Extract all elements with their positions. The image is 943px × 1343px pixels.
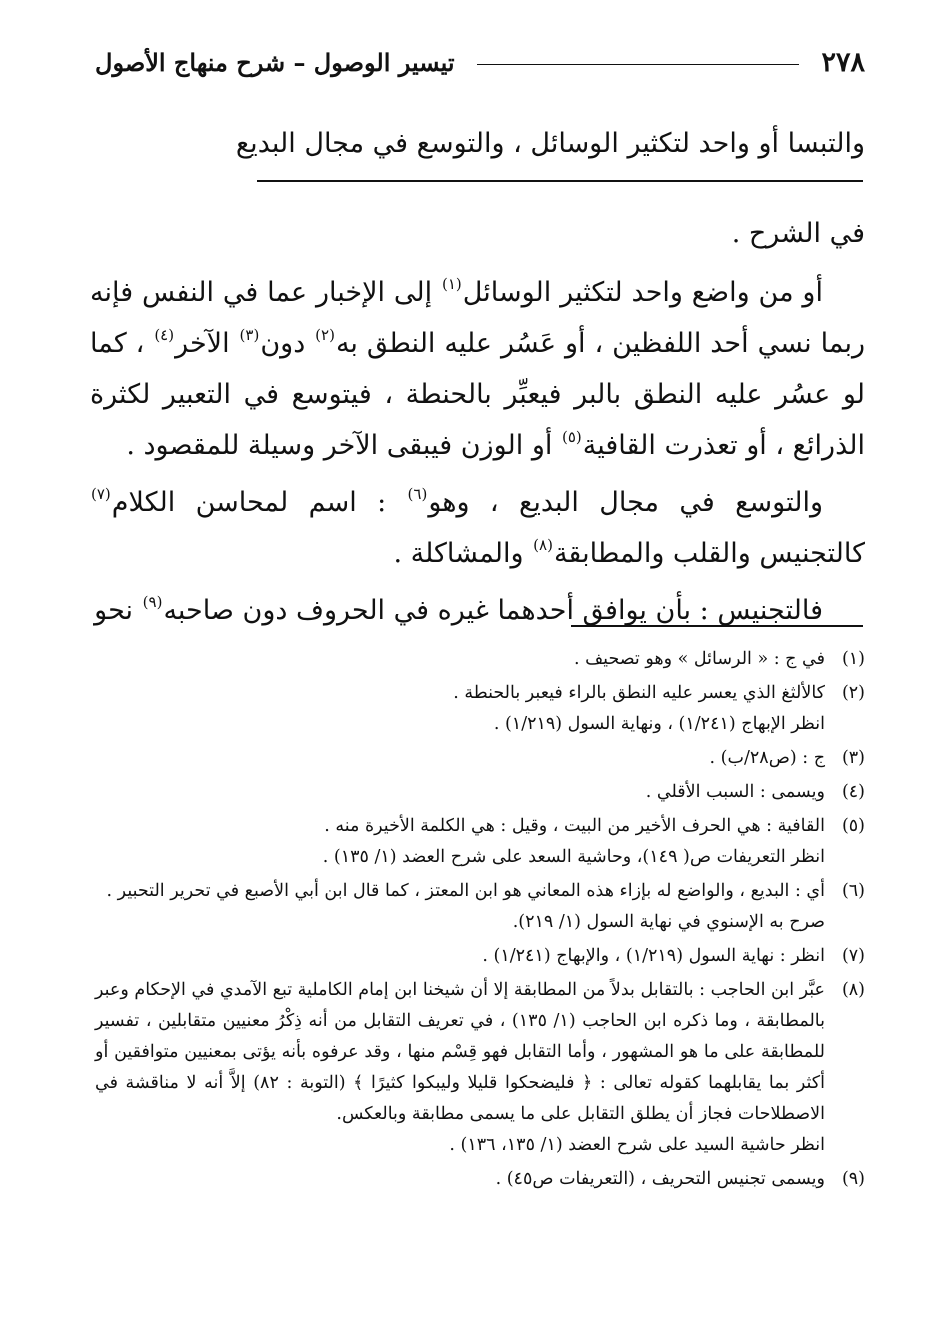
footnote-text: ويسمى : السبب الأقلي . (645, 782, 825, 802)
footnote-text: كالألثغ الذي يعسر عليه النطق بالراء فيعبر بالحنطة . (453, 683, 825, 703)
commentary-text: الآخر (175, 328, 230, 359)
footnote-item (95, 811, 865, 873)
footnotes (95, 644, 865, 1197)
commentary-text: كالتجنيس والقلب والمطابقة (553, 538, 865, 569)
commentary-text: والتوسع في مجال البديع ، وهو (428, 487, 823, 518)
footnote-text: ج : (ص٢٨/ب) . (709, 748, 825, 768)
running-title: تيسير الوصول – شرح منهاج الأصول (95, 47, 455, 77)
footnote-number: (٤) (841, 782, 865, 802)
footnote-item (95, 678, 865, 740)
footnote-number: (٨) (841, 980, 865, 1000)
footnote-body (95, 644, 825, 675)
footnote-separator (571, 625, 863, 627)
footnote-number: (٣) (841, 748, 865, 768)
footnote-body (95, 678, 825, 740)
footnote-ref-4[interactable]: (٤) (154, 326, 175, 344)
footnote-item (95, 1164, 865, 1195)
footnote-ref-6[interactable]: (٦) (407, 485, 428, 503)
footnote-text: انظر الإبهاج (١/٢٤١) ، ونهاية السول (١/٢١٩) . (493, 714, 825, 734)
footnote-body (95, 876, 825, 938)
footnote-ref-3[interactable]: (٣) (239, 326, 260, 344)
footnote-body (95, 941, 825, 972)
footnote-number: (٢) (841, 683, 865, 703)
footnote-item (95, 644, 865, 675)
footnote-text: ويسمى تجنيس التحريف ، (التعريفات ص٤٥) . (495, 1169, 825, 1189)
footnote-ref-2[interactable]: (٢) (315, 326, 335, 344)
footnote-number: (٦) (841, 881, 865, 901)
page-number: ٢٧٨ (821, 46, 865, 78)
commentary-paragraph-1 (90, 267, 865, 471)
footnote-item (95, 941, 865, 972)
footnote-body (95, 1164, 825, 1195)
footnote-item (95, 743, 865, 774)
matn-text: والتبسا أو واحد لتكثير الوسائل ، والتوسع في مجال البديع (235, 128, 865, 159)
footnote-body (95, 743, 825, 774)
commentary-text: دون (260, 328, 306, 359)
footnote-number: (٥) (841, 816, 865, 836)
footnote-text: انظر حاشية السيد على شرح العضد (١/ ١٣٥، ١٣٦) . (449, 1135, 825, 1155)
footnote-item (95, 876, 865, 938)
footnote-ref-1[interactable]: (١) (442, 275, 462, 293)
footnote-ref-9[interactable]: (٩) (142, 593, 163, 611)
footnote-text: عبَّر ابن الحاجب : بالتقابل بدلاً من المطابقة إلا أن شيخنا ابن إمام الكاملية تبع الآمدي في الإحكام وعبر بالمطابقة ، وما ذكره ابن الحاجب (١/ ١٣٥) ، في تعريف التقابل من أنه ذِكْرُ معنيين متقابلين ، تفسير للمطابقة على ما هو المشهور ، وأما التقابل فهو قِسْم منها ، وقد عرفوه بأنه يؤتى بمعنيين متوافقين أو أكثر بما يقابلهما كقوله تعالى : ﴿ فليضحكوا قليلا وليبكوا كثيرًا ﴾ (التوبة : ٨٢) إلاَّ أنه لا مناقشة في الاصطلاحات فجاز أن يطلق التقابل على ما يسمى مطابقة وبالعكس. (95, 980, 826, 1124)
commentary-text: فالتجنيس : بأن يوافق أحدهما غيره في الحروف دون صاحبه (163, 595, 823, 626)
footnote-item (95, 975, 865, 1161)
page-header (95, 40, 865, 84)
footnote-text: صرح به الإسنوي في نهاية السول (١/ ٢١٩). (512, 912, 825, 932)
commentary-text: ، كما لو عسُر عليه النطق بالبر فيعبِّر بالحنطة ، فيتوسع في التعبير لكثرة الذرائع ، أو تعذرت القافية (90, 328, 865, 461)
matn-rule (257, 180, 863, 182)
footnote-number: (١) (841, 649, 865, 669)
footnote-text: القافية : هي الحرف الأخير من البيت ، وقيل : هي الكلمة الأخيرة منه . (324, 816, 825, 836)
commentary-text: في الشرح . (731, 218, 865, 249)
commentary-text: : اسم لمحاسن الكلام (111, 487, 387, 518)
footnote-number: (٩) (841, 1169, 865, 1189)
footnote-item (95, 777, 865, 808)
commentary-text: إلى الإخبار عما في النفس فإنه ربما نسي أحد اللفظين ، أو عَسُر عليه النطق به (90, 277, 866, 359)
footnote-text: انظر : نهاية السول (١/٢١٩) ، والإبهاج (١/٢٤١) . (482, 946, 825, 966)
footnote-body (95, 975, 825, 1161)
footnote-text: أي : البديع ، والواضع له بإزاء هذه المعاني هو ابن المعتز ، كما قال ابن أبي الأصبع في تحرير التحبير . (106, 881, 825, 901)
commentary-paragraph-3 (90, 585, 865, 636)
footnote-number: (٧) (841, 946, 865, 966)
commentary-text: أو من واضع واحد لتكثير الوسائل (462, 277, 823, 308)
commentary (90, 208, 865, 636)
commentary-text: والمشاكلة . (393, 538, 524, 569)
commentary-text: أو الوزن فيبقى الآخر وسيلة للمقصود . (126, 430, 553, 461)
footnote-ref-7[interactable]: (٧) (91, 485, 111, 503)
commentary-paragraph-0 (90, 208, 865, 259)
footnote-text: في ج : « الرسائل » وهو تصحيف . (573, 649, 825, 669)
footnote-body (95, 777, 825, 808)
footnote-ref-8[interactable]: (٨) (533, 536, 553, 554)
commentary-text: نحو (94, 595, 134, 626)
header-rule (477, 64, 800, 65)
footnote-ref-5[interactable]: (٥) (561, 428, 582, 446)
commentary-paragraph-2 (90, 477, 865, 579)
footnote-text: انظر التعريفات ص( ١٤٩)، وحاشية السعد على شرح العضد (١/ ١٣٥) . (322, 847, 825, 867)
footnote-body (95, 811, 825, 873)
